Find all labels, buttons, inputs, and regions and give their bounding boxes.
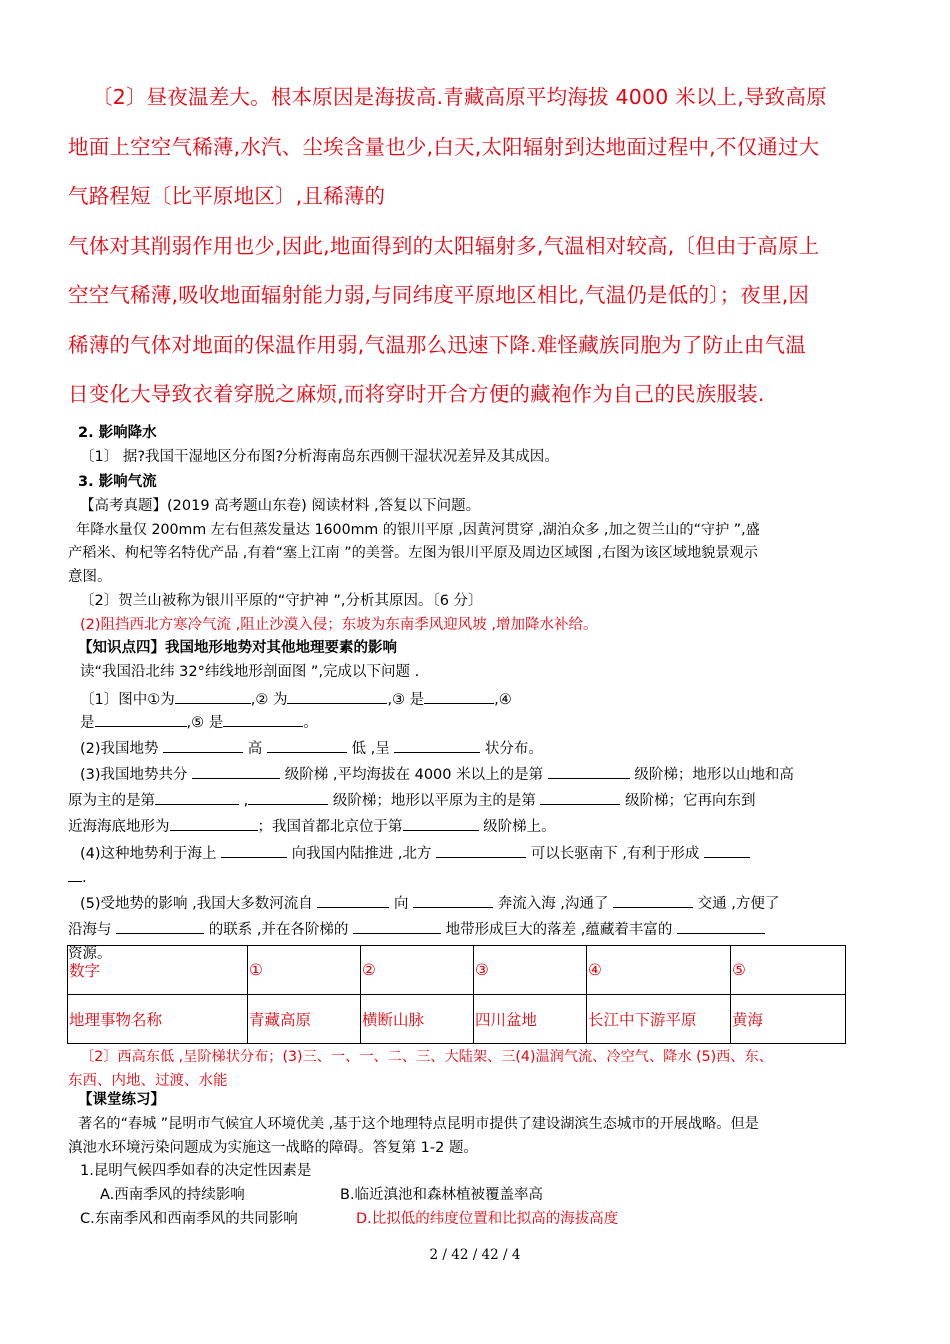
- kp4-q4-cont: .: [68, 867, 888, 891]
- blank-18[interactable]: [704, 843, 750, 858]
- kp4-q3-line3: 近海海底地形为 ；我国首都北京位于第 级阶梯上。: [68, 816, 888, 840]
- table-cell: ③: [474, 946, 587, 995]
- practice-passage-2: 滇池水环境污染问题成为实施这一战略的障碍。答复第 1-2 题。: [68, 1139, 478, 1156]
- page-footer: 2 / 42 / 42 / 4: [429, 1247, 521, 1263]
- table-cell: 横断山脉: [361, 995, 474, 1044]
- practice-title: 【课堂练习】: [78, 1092, 165, 1108]
- blank-18-cont[interactable]: [68, 867, 82, 882]
- blank-12[interactable]: [248, 790, 328, 805]
- kp4-q2: (2)我国地势 高 低 ,呈 状分布。: [68, 738, 888, 762]
- section-2: [68, 422, 888, 470]
- answers-line-1: 〔2〕西高东低 ,呈阶梯状分布；(3)三、一、一、二、三、大陆架、三(4)温润气流、冷空气、降水 (5)西、东、: [80, 1049, 773, 1065]
- practice-passage-1: 著名的“春城 ”昆明市气候宜人环境优美 ,基于这个地理特点昆明市提供了建设湖滨生态城市的开展战略。但是: [78, 1115, 759, 1132]
- option-a: A.西南季风的持续影响: [100, 1187, 245, 1204]
- table-row: [68, 995, 846, 1044]
- blank-15[interactable]: [403, 816, 479, 831]
- red-line-2: 地面上空空气稀薄,水汽、尘埃含量也少,白天,太阳辐射到达地面过程中,不仅通过大: [68, 134, 820, 159]
- blank-9[interactable]: [192, 764, 280, 779]
- answer-table: [67, 945, 846, 1044]
- blank-24[interactable]: [677, 919, 765, 934]
- section-2-title: 2. 影响降水: [78, 425, 157, 441]
- practice-row-cd: [68, 1208, 888, 1232]
- practice-block: [68, 1089, 888, 1232]
- blank-7[interactable]: [267, 738, 347, 753]
- blank-3[interactable]: [424, 689, 494, 704]
- section-3: [68, 471, 888, 638]
- blank-19[interactable]: [317, 893, 389, 908]
- question-2: 〔2〕贺兰山被称为银川平原的“守护神 ”,分析其原因。〔6 分〕: [80, 592, 483, 609]
- blank-21[interactable]: [613, 893, 693, 908]
- table-cell: 地理事物名称: [68, 995, 248, 1044]
- section-2-question: 〔1〕 据?我国干湿地区分布图?分析海南岛东西侧干湿状况差异及其成因。: [80, 448, 559, 465]
- kp4-q5-line2: 沿海与 的联系 ,并在各阶梯的 地带形成巨大的落差 ,蕴藏着丰富的: [68, 919, 888, 943]
- kp4-q4: (4)这种地势利于海上 向我国内陆推进 ,北方 可以长驱南下 ,有利于形成: [68, 843, 888, 867]
- blank-11[interactable]: [155, 790, 239, 805]
- table-cell: ②: [361, 946, 474, 995]
- blank-17[interactable]: [436, 843, 526, 858]
- kp4-q1: 〔1〕图中①为 ,② 为 ,③ 是 ,④: [68, 689, 888, 713]
- table-cell: 青藏高原: [248, 995, 361, 1044]
- blank-1[interactable]: [175, 689, 251, 704]
- blank-10[interactable]: [548, 764, 630, 779]
- kp4-q5: (5)受地势的影响 ,我国大多数河流自 向 奔流入海 ,沟通了 交通 ,方便了: [68, 893, 888, 917]
- kp4-read: 读“我国沿北纬 32°纬线地形剖面图 ”,完成以下问题 .: [80, 663, 420, 680]
- table-cell: ⑤: [731, 946, 846, 995]
- answers-line-2: 东西、内地、过渡、水能: [68, 1072, 228, 1089]
- table-cell: 黄海: [731, 995, 846, 1044]
- option-d: D.比拟低的纬度位置和比拟高的海拔高度: [356, 1210, 619, 1227]
- answers-block: [68, 1046, 898, 1094]
- red-line-3: 气路程短〔比平原地区〕,且稀薄的: [68, 184, 386, 208]
- material-line-3: 意图。: [68, 569, 112, 586]
- answer-2: (2)阻挡西北方寒冷气流 ,阻止沙漠入侵；东坡为东南季风迎风坡 ,增加降水补给。: [80, 616, 598, 633]
- red-line-7: 日变化大导致衣着穿脱之麻烦,而将穿时开合方便的藏袍作为自己的民族服装.: [68, 382, 765, 406]
- practice-row-ab: [68, 1184, 888, 1208]
- exam-heading: 【高考真题】(2019 高考题山东卷) 阅读材料 ,答复以下问题。: [80, 497, 481, 514]
- material-line-2: 产稻米、枸杞等名特优产品 ,有着“塞上江南 ”的美誉。左图为银川平原及周边区域图 ,右图为该区域地貌景观示: [68, 545, 758, 562]
- material-line-1: 年降水量仅 200mm 左右但蒸发量达 1600mm 的银川平原 ,因黄河贯穿 ,湖泊众多 ,加之贺兰山的“守护 ”,盛: [76, 521, 760, 538]
- blank-4[interactable]: [95, 712, 187, 727]
- kp4-q3-line2: 原为主的是第 , 级阶梯；地形以平原为主的是第 级阶梯；它再向东到: [68, 790, 888, 814]
- kp4-q5-line3: 资源。: [68, 945, 112, 962]
- table-cell: 四川盆地: [474, 995, 587, 1044]
- blank-16[interactable]: [221, 843, 287, 858]
- blank-5[interactable]: [223, 712, 303, 727]
- blank-8[interactable]: [394, 738, 480, 753]
- red-line-4: 气体对其削弱作用也少,因此,地面得到的太阳辐射多,气温相对较高,〔但由于高原上: [68, 233, 820, 258]
- table-cell: ①: [248, 946, 361, 995]
- kp4-title: 【知识点四】我国地形地势对其他地理要素的影响: [78, 640, 397, 656]
- knowledge-point-4: [68, 637, 888, 966]
- red-line-6: 稀薄的气体对地面的保温作用弱,气温那么迅速下降.难怪藏族同胞为了防止由气温: [68, 332, 806, 357]
- table-row: [68, 946, 846, 995]
- option-b: B.临近滇池和森林植被覆盖率高: [340, 1187, 544, 1204]
- table-cell: ④: [587, 946, 731, 995]
- kp4-q3: (3)我国地势共分 级阶梯 ,平均海拔在 4000 米以上的是第 级阶梯；地形以山地和高: [68, 764, 888, 788]
- blank-14[interactable]: [170, 816, 258, 831]
- red-paragraph: [68, 73, 898, 420]
- practice-question-1: 1.昆明气候四季如春的决定性因素是: [80, 1163, 312, 1180]
- table-cell: 数字: [68, 946, 248, 995]
- kp4-q1-cont: 是 ,⑤ 是 。: [68, 712, 888, 736]
- blank-13[interactable]: [540, 790, 620, 805]
- blank-6[interactable]: [163, 738, 243, 753]
- blank-22[interactable]: [116, 919, 204, 934]
- red-line-5: 空空气稀薄,吸收地面辐射能力弱,与同纬度平原地区相比,气温仍是低的〕；夜里,因: [68, 283, 810, 307]
- red-line-1: 〔2〕昼夜温差大。根本原因是海拔高.青藏高原平均海拔 4000 米以上,导致高原: [92, 85, 827, 109]
- table-cell: 长江中下游平原: [587, 995, 731, 1044]
- blank-20[interactable]: [413, 893, 493, 908]
- blank-23[interactable]: [353, 919, 441, 934]
- section-3-title: 3. 影响气流: [78, 474, 157, 490]
- option-c: C.东南季风和西南季风的共同影响: [80, 1210, 298, 1227]
- blank-2[interactable]: [287, 689, 387, 704]
